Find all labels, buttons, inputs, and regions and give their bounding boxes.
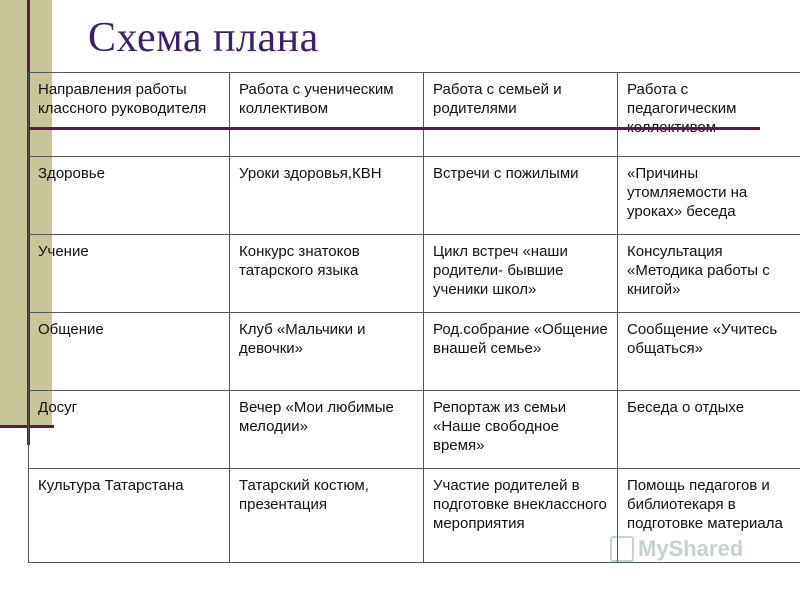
table-cell: Культура Татарстана [29,469,230,563]
table-cell: Конкурс знатоков татарского языка [230,235,424,313]
table-row [29,313,800,391]
table-cell: Уроки здоровья,КВН [230,157,424,235]
header-cell: Направления работы классного руководителя [29,73,230,157]
table-cell: «Причины утомляемости на уроках» беседа [618,157,800,235]
table-cell: Встречи с пожилыми [424,157,618,235]
table-cell: Помощь педагогов и библиотекаря в подготовке материала [618,469,800,563]
slide-title: Схема плана [88,15,319,61]
table-cell: Консультация «Методика работы с книгой» [618,235,800,313]
table-row [29,391,800,469]
watermark-text: MyShared [638,536,744,561]
table-header-row [29,73,800,157]
header-cell: Работа с ученическим коллективом [230,73,424,157]
table-cell: Вечер «Мои любимые мелодии» [230,391,424,469]
watermark [610,536,743,562]
table-cell: Здоровье [29,157,230,235]
table-cell: Клуб «Мальчики и девочки» [230,313,424,391]
table-row [29,157,800,235]
table-cell: Беседа о отдыхе [618,391,800,469]
watermark-logo-icon [610,536,634,562]
table-cell: Досуг [29,391,230,469]
table-row [29,235,800,313]
table-cell: Учение [29,235,230,313]
table-cell: Цикл встреч «наши родители- бывшие ученики школ» [424,235,618,313]
header-cell: Работа с педагогическим [618,73,800,157]
table-cell: Род.собрание «Общение внашей семье» [424,313,618,391]
header-cell: Работа с семьей и родителями [424,73,618,157]
decorative-header-rule [30,127,760,130]
table-cell: Сообщение «Учитесь общаться» [618,313,800,391]
plan-table [28,72,800,563]
table-cell: Общение [29,313,230,391]
table-cell: Участие родителей в подготовке внеклассного мероприятия [424,469,618,563]
table-cell: Татарский костюм, презентация [230,469,424,563]
table-cell: Репортаж из семьи «Наше свободное время» [424,391,618,469]
